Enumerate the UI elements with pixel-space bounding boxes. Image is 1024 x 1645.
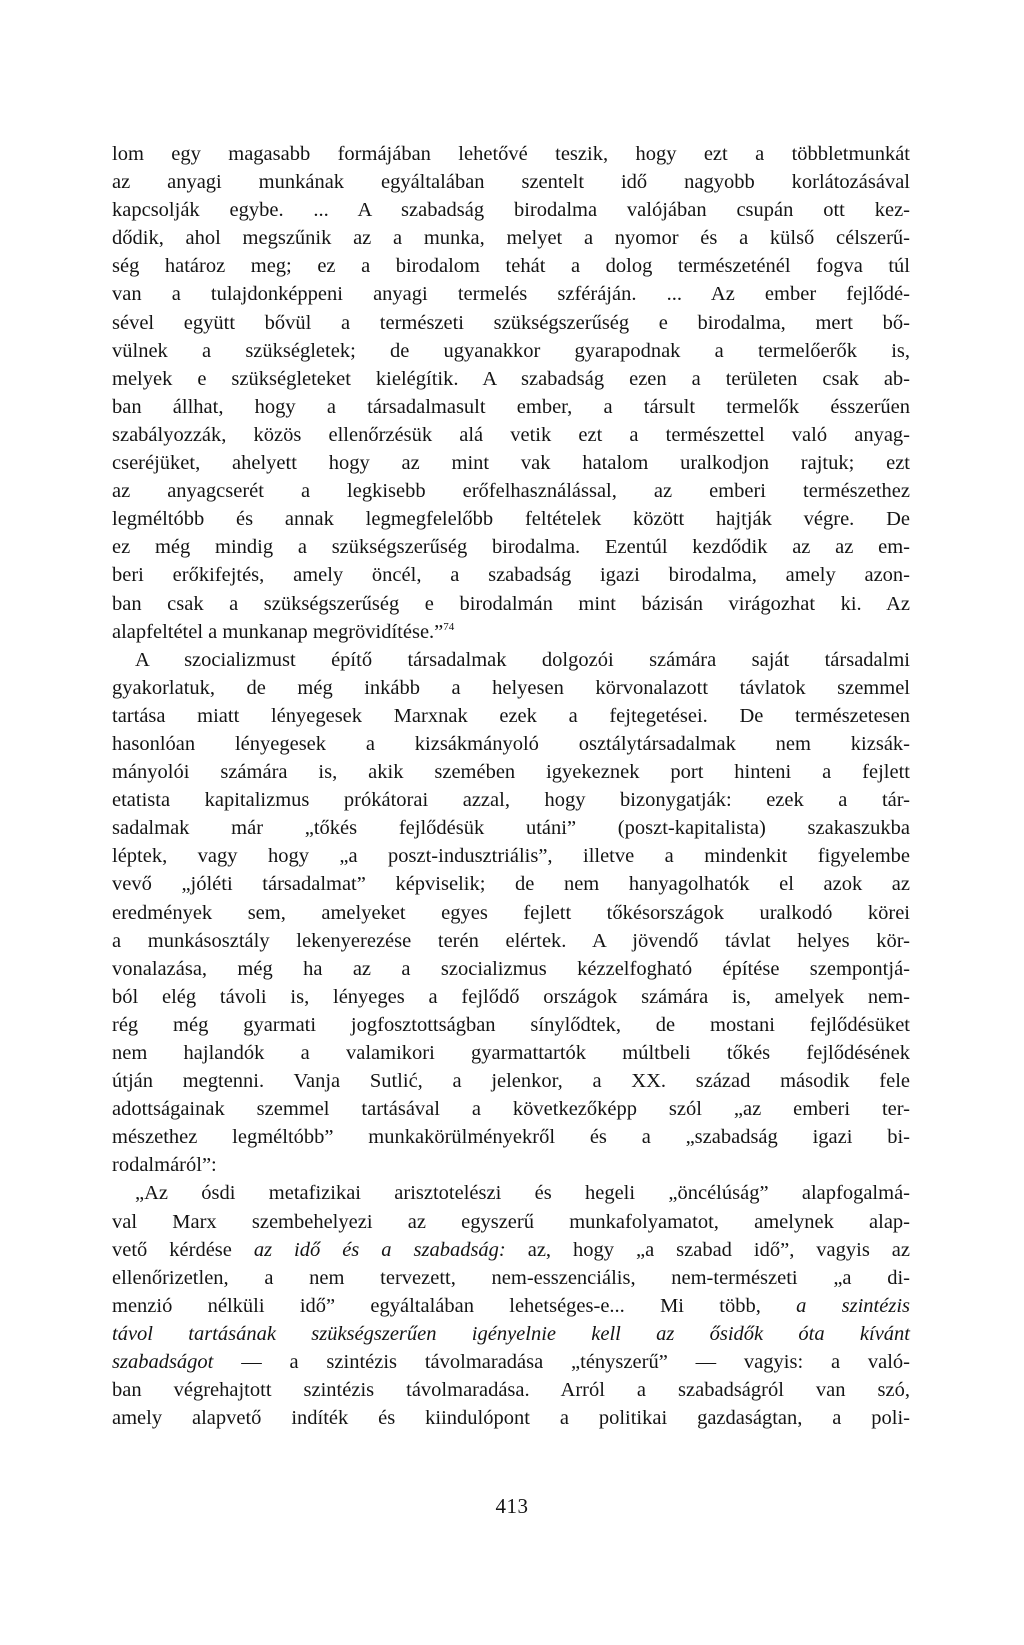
text-line: [112, 1376, 910, 1404]
text-line: [112, 1348, 910, 1376]
text-line: [112, 702, 910, 730]
text-line: [112, 252, 910, 280]
text-line: [112, 393, 910, 421]
text-line: [112, 309, 910, 337]
text-line: [112, 1151, 910, 1179]
text-run: sével együtt bővül a természeti szükségszerűség e birodalma, mert bő-: [112, 311, 910, 334]
text-run: vevő „jóléti társadalmat” képviselik; de nem hanyagolhatók el azok az: [112, 873, 910, 896]
text-line: [112, 1320, 910, 1348]
text-run: „Az ósdi metafizikai arisztotelészi és hegeli „öncélúság” alapfogalmá-: [135, 1182, 910, 1205]
text-line: [112, 1404, 910, 1432]
text-line: [112, 561, 910, 589]
text-line: [112, 674, 910, 702]
text-run: léptek, vagy hogy „a poszt-indusztriális”, illetve a mindenkit figyelembe: [112, 845, 910, 868]
text-line: [112, 196, 910, 224]
body-text: [112, 140, 910, 1432]
text-line: [112, 337, 910, 365]
text-line: [112, 1039, 910, 1067]
text-run: — a szintézis távolmaradása „tényszerű” — vagyis: a való-: [213, 1351, 910, 1374]
text-run: vülnek a szükségletek; de ugyanakkor gyarapodnak a termelőerők is,: [112, 339, 910, 362]
text-run: az, hogy „a szabad idő”, vagyis az: [505, 1238, 910, 1261]
text-run: ellenőrizetlen, a nem tervezett, nem-esszenciális, nem-természeti „a di-: [112, 1266, 910, 1289]
text-line: [112, 533, 910, 561]
text-run: amely alapvető indíték és kiindulópont a politikai gazdaságtan, a poli-: [112, 1407, 910, 1430]
text-line: [112, 870, 910, 898]
text-line: [112, 1095, 910, 1123]
text-run: az anyagi munkának egyáltalában szentelt idő nagyobb korlátozásával: [112, 171, 910, 194]
text-run: ban állhat, hogy a társadalmasult ember, a társult termelők ésszerűen: [112, 395, 910, 418]
text-line: [112, 421, 910, 449]
text-run: gyakorlatuk, de még inkább a helyesen körvonalazott távlatok szemmel: [112, 676, 910, 699]
text-run: sadalmak már „tőkés fejlődésük utáni” (poszt-kapitalista) szakaszukba: [112, 817, 910, 840]
text-run: ban csak a szükségszerűség e birodalmán mint bázisán virágozhat ki. Az: [112, 592, 910, 615]
text-run: szabályozzák, közös ellenőrzésük alá vetik ezt a természettel való anyag-: [112, 423, 910, 446]
text-line: [112, 590, 910, 618]
footnote-marker: 74: [443, 620, 455, 633]
text-line: [112, 365, 910, 393]
text-line: [112, 1123, 910, 1151]
text-run: ez még mindig a szükségszerűség birodalma. Ezentúl kezdődik az az em-: [112, 536, 910, 559]
text-line: [112, 449, 910, 477]
text-run: van a tulajdonképpeni anyagi termelés szféráján. ... Az ember fejlődé-: [112, 283, 910, 306]
text-line: [112, 505, 910, 533]
text-run: dődik, ahol megszűnik az a munka, melyet a nyomor és a külső célszerű-: [112, 227, 910, 250]
text-run: cseréjüket, ahelyett hogy az mint vak hatalom uralkodjon rajtuk; ezt: [112, 452, 910, 475]
text-run: vető kérdése: [112, 1238, 254, 1261]
text-line: [112, 983, 910, 1011]
text-run: val Marx szembehelyezi az egyszerű munkafolyamatot, amelynek alap-: [112, 1210, 910, 1233]
text-line: [112, 1067, 910, 1095]
italic-text: az idő és a szabadság:: [253, 1238, 506, 1261]
text-line: [112, 224, 910, 252]
text-line: [112, 730, 910, 758]
text-run: az anyagcserét a legkisebb erőfelhasználással, az emberi természethez: [112, 480, 910, 503]
text-run: lom egy magasabb formájában lehetővé teszik, hogy ezt a többletmunkát: [112, 143, 910, 165]
text-run: ban végrehajtott szintézis távolmaradása. Arról a szabadságról van szó,: [112, 1379, 910, 1402]
text-run: etatista kapitalizmus prókátorai azzal, hogy bizonygatják: ezek a tár-: [112, 789, 910, 812]
text-line: [112, 168, 910, 196]
text-line: [112, 1292, 910, 1320]
text-run: A szocializmust építő társadalmak dolgozói számára saját társadalmi: [135, 648, 910, 671]
text-run: nem hajlandók a valamikori gyarmattartók múltbeli tőkés fejlődésének: [112, 1042, 910, 1064]
text-run: beri erőkifejtés, amely öncél, a szabadság igazi birodalma, amely azon-: [112, 564, 910, 587]
text-run: legméltóbb és annak legmegfelelőbb feltételek között hajtják végre. De: [112, 508, 910, 531]
text-line: [112, 814, 910, 842]
text-line: [112, 618, 910, 646]
text-run: kapcsolják egybe. ... A szabadság birodalma valójában csupán ott kez-: [112, 199, 910, 222]
text-line: [112, 1179, 910, 1207]
text-run: a munkásosztály lekenyerezése terén elértek. A jövendő távlat helyes kör-: [112, 929, 910, 952]
text-run: rég még gyarmati jogfosztottságban sínylődtek, de mostani fejlődésüket: [112, 1013, 910, 1036]
text-line: [112, 786, 910, 814]
text-line: [112, 1236, 910, 1264]
text-run: hasonlóan lényegesek a kizsákmányoló osztálytársadalmak nem kizsák-: [112, 732, 910, 755]
text-run: vonalazása, még ha az a szocializmus kézzelfogható építése szempontjá-: [112, 957, 910, 980]
text-line: [112, 477, 910, 505]
italic-text: távol tartásának szükségszerűen igényelnie kell az ősidők óta kívánt: [112, 1322, 910, 1345]
text-line: [112, 280, 910, 308]
page-number: 413: [495, 1494, 529, 1518]
text-run: ból elég távoli is, lényeges a fejlődő országok számára is, amelyek nem-: [112, 985, 910, 1008]
text-line: [112, 1011, 910, 1039]
text-line: [112, 1264, 910, 1292]
text-run: mányolói számára is, akik szemében igyekeznek port hinteni a fejlett: [112, 761, 910, 784]
italic-text: a szintézis: [796, 1294, 910, 1317]
text-run: ség határoz meg; ez a birodalom tehát a dolog természeténél fogva túl: [112, 255, 910, 278]
text-line: [112, 899, 910, 927]
text-line: [112, 955, 910, 983]
text-run: melyek e szükségleteket kielégítik. A szabadság ezen a területen csak ab-: [112, 367, 910, 390]
text-line: [112, 140, 910, 168]
text-run: tartása miatt lényegesek Marxnak ezek a fejtegetései. De természetesen: [112, 704, 910, 727]
text-run: eredmények sem, amelyeket egyes fejlett tőkésországok uralkodó körei: [112, 901, 910, 924]
italic-text: szabadságot: [112, 1351, 214, 1374]
text-run: alapfeltétel a munkanap megrövidítése.”: [112, 620, 444, 643]
text-line: [112, 646, 910, 674]
text-run: rodalmáról”:: [112, 1154, 217, 1177]
text-run: mészethez legméltóbb” munkakörülményekről és a „szabadság igazi bi-: [112, 1126, 910, 1149]
text-line: [112, 842, 910, 870]
text-run: útján megtenni. Vanja Sutlić, a jelenkor, a XX. század második fele: [112, 1070, 910, 1093]
text-line: [112, 1208, 910, 1236]
text-run: menzió nélküli idő” egyáltalában lehetséges-e... Mi több,: [112, 1294, 797, 1317]
text-run: adottságainak szemmel tartásával a következőképp szól „az emberi ter-: [112, 1098, 910, 1121]
text-line: [112, 758, 910, 786]
text-line: [112, 927, 910, 955]
